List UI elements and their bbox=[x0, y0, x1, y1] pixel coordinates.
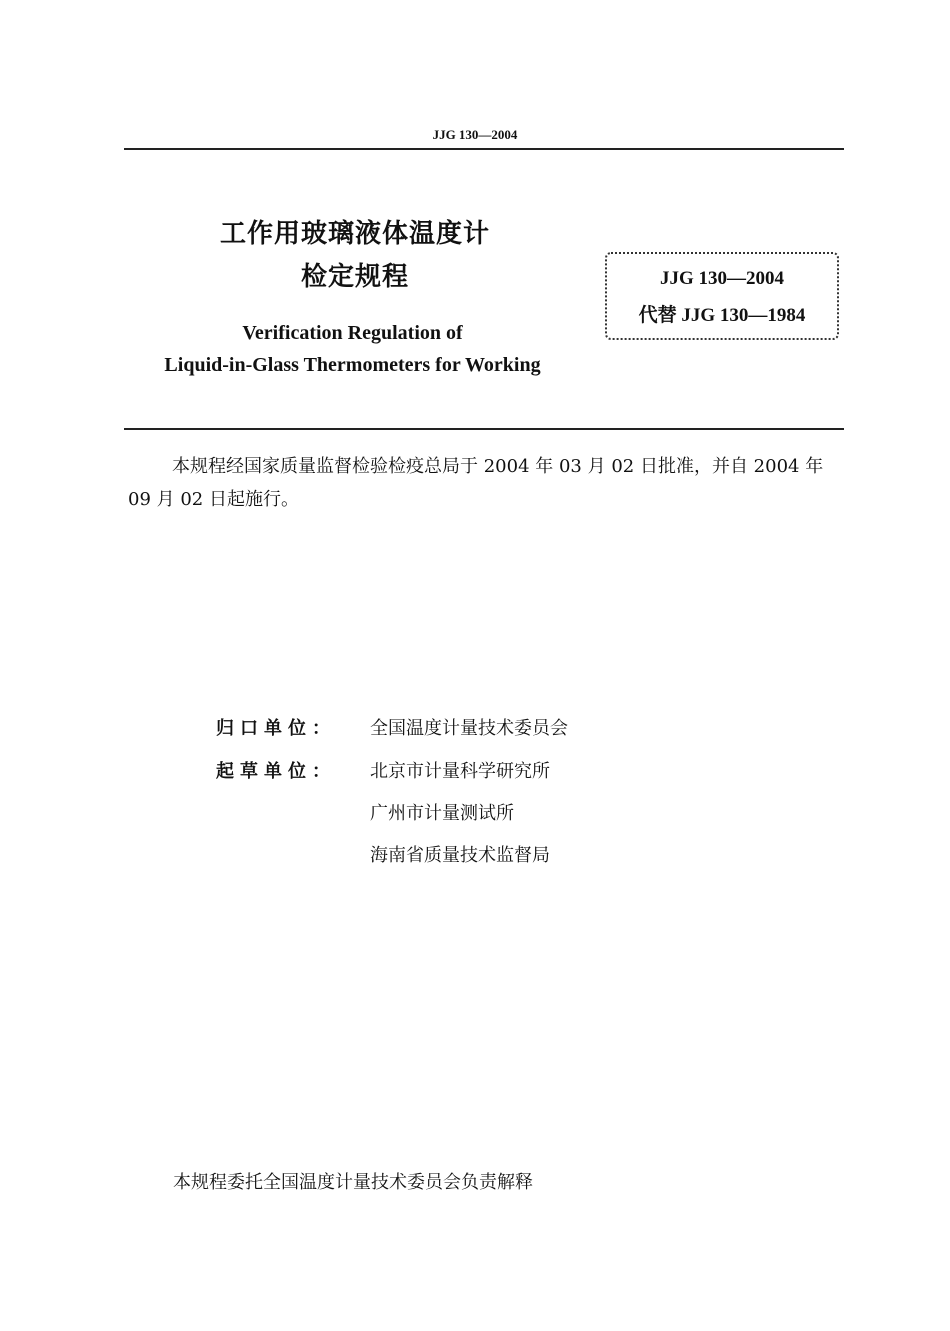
standard-code-box bbox=[605, 252, 839, 340]
header-rule bbox=[124, 148, 844, 150]
approval-statement: 本规程经国家质量监督检验检疫总局于 2004 年 03 月 02 日批准，并自 2004 年 09 月 02 日起施行。 bbox=[128, 456, 824, 510]
standard-code: JJG 130—2004 bbox=[659, 268, 785, 289]
running-header: JJG 130—2004 bbox=[432, 127, 518, 142]
title-chinese-line1: 工作用玻璃液体温度计 bbox=[219, 219, 490, 249]
title-chinese-line2: 检定规程 bbox=[300, 262, 409, 292]
drafting-unit-label: 起草单位： bbox=[216, 761, 336, 782]
replaced-standard-code: 代替 JJG 130—1984 bbox=[638, 305, 806, 326]
drafting-unit-2: 广州市计量测试所 bbox=[370, 803, 514, 824]
drafting-unit-1: 北京市计量科学研究所 bbox=[370, 761, 550, 782]
drafting-unit-3: 海南省质量技术监督局 bbox=[370, 845, 550, 866]
responsible-unit-value: 全国温度计量技术委员会 bbox=[370, 718, 568, 739]
title-english-line2: Liquid-in-Glass Thermometers for Working bbox=[164, 354, 541, 376]
title-rule bbox=[124, 428, 844, 430]
title-english-line1: Verification Regulation of bbox=[242, 322, 463, 344]
interpretation-statement: 本规程委托全国温度计量技术委员会负责解释 bbox=[173, 1172, 533, 1193]
responsible-unit-label: 归口单位： bbox=[216, 718, 336, 739]
